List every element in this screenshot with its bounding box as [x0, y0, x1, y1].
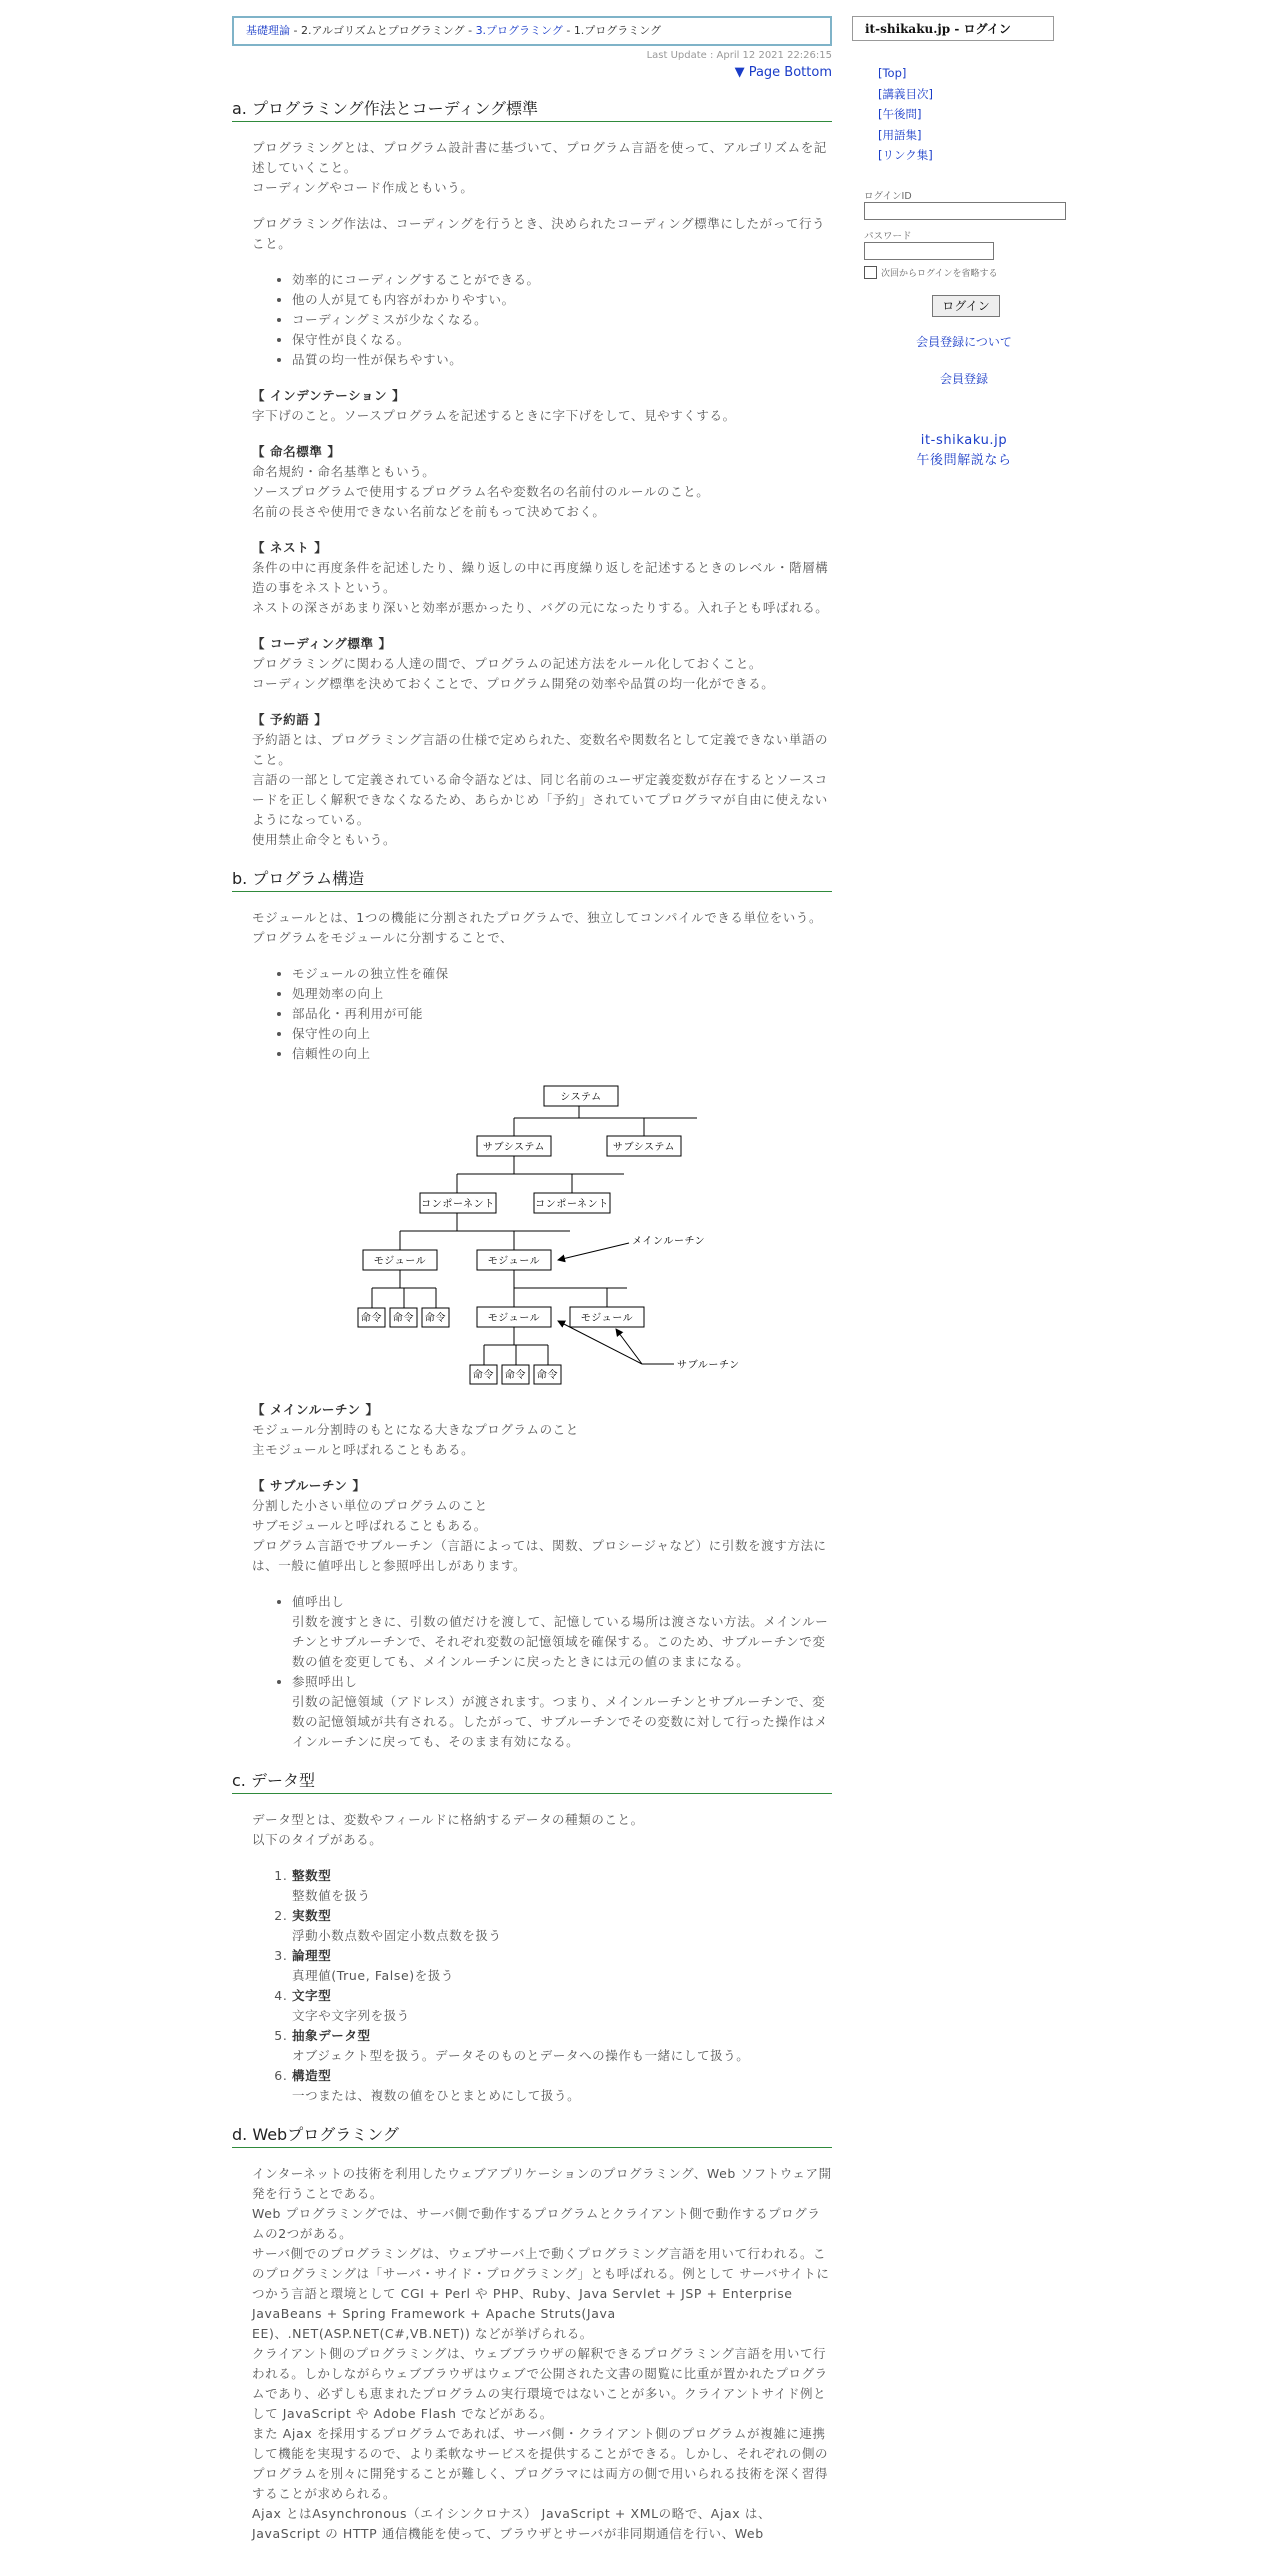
breadcrumb: [232, 16, 832, 46]
list-item: • 保守性が良くなる。: [292, 330, 832, 350]
login-box-title: it-shikaku.jp - ログイン: [852, 16, 1054, 41]
data-type-desc: 浮動小数点数や固定小数点数を扱う: [292, 1928, 502, 1943]
module-benefit-list: [252, 964, 832, 1064]
breadcrumb-separator: -: [290, 24, 301, 37]
login-id-input[interactable]: [864, 202, 1066, 220]
term-heading: 【 メインルーチン 】: [252, 1402, 379, 1417]
breadcrumb-link-basic-theory[interactable]: 基礎理論: [246, 24, 290, 37]
paragraph: データ型とは、変数やフィールドに格納するデータの種類のこと。: [252, 1812, 644, 1827]
data-type-desc: オブジェクト型を扱う。データそのものとデータへの操作も一緒にして扱う。: [292, 2048, 750, 2063]
list-item: [292, 1946, 832, 1986]
data-type-desc: 文字や文字列を扱う: [292, 2008, 410, 2023]
node-module-label: モジュール: [373, 1256, 427, 1267]
label-sub-routine: サブルーチン: [677, 1360, 740, 1371]
term-desc: 条件の中に再度条件を記述したり、繰り返しの中に再度繰り返しを記述するときのレベル・階層構造の事をネストという。: [252, 560, 829, 595]
diagram-nodes: [358, 1086, 740, 1384]
list-item: [292, 1672, 832, 1752]
node-instruction-label: 命令: [392, 1313, 415, 1324]
password-label: パスワード: [864, 230, 912, 242]
section-c-heading: c. データ型: [232, 1768, 832, 1794]
data-type-name: 整数型: [292, 1868, 332, 1883]
remember-login-label: 次回からログインを省略する: [881, 268, 998, 279]
data-type-desc: 真理値(True, False)を扱う: [292, 1968, 455, 1983]
term-desc: プログラム言語でサブルーチン（言語によっては、関数、プロシージャなど）に引数を渡す方法には、一般に値呼出しと参照呼出しがあります。: [252, 1538, 827, 1573]
term-desc: 言語の一部として定義されている命令語などは、同じ名前のユーザ定義変数が存在するとソースコードを正しく解釈できなくなるため、あらかじめ「予約」されていてプログラマが自由に使えないようになっている。: [252, 772, 828, 827]
term-heading: 【 コーディング標準 】: [252, 636, 392, 651]
nav-link-links[interactable]: [リンク集]: [878, 148, 933, 162]
breadcrumb-separator: -: [464, 24, 476, 37]
breadcrumb-item-algorithm: 2.アルゴリズムとプログラミング: [300, 24, 465, 37]
node-subsystem-label: サブシステム: [482, 1142, 546, 1153]
breadcrumb-separator: -: [562, 24, 574, 37]
paragraph: また Ajax を採用するプログラムであれば、サーバ側・クライアント側のプログラムが複雑に連携して機能を実現するので、より柔軟なサービスを提供することができる。しかし、それぞれの側のプログラムを別々に開発することが難しく、プログラマには両方の側で用いられる技術を深く習得することが求められる。: [252, 2426, 829, 2501]
node-instruction-label: 命令: [536, 1370, 559, 1381]
section-c-body: [232, 1810, 832, 2106]
list-item: • 信頼性の向上: [292, 1044, 832, 1064]
term-desc: サブモジュールと呼ばれることもある。: [252, 1518, 487, 1533]
benefit-list: [252, 270, 832, 370]
promo-tagline-link[interactable]: 午後問解説なら: [916, 452, 1012, 468]
call-method-title: 参照呼出し: [292, 1674, 358, 1689]
paragraph: Web プログラミングでは、サーバ側で動作するプログラムとクライアント側で動作するプログラムの2つがある。: [252, 2206, 821, 2241]
term-desc: 主モジュールと呼ばれることもある。: [252, 1442, 475, 1457]
data-type-name: 構造型: [292, 2068, 332, 2083]
paragraph: インターネットの技術を利用したウェブアプリケーションのプログラミング、Web ソフトウェア開発を行うことである。: [252, 2166, 832, 2201]
section-a-heading: a. プログラミング作法とコーディング標準: [232, 96, 832, 122]
page-bottom-link[interactable]: ▼ Page Bottom: [734, 65, 832, 80]
section-d-heading: d. Webプログラミング: [232, 2122, 832, 2148]
breadcrumb-current: 1.プログラミング: [573, 24, 662, 37]
term-desc: 名前の長さや使用できない名前などを前もって決めておく。: [252, 504, 606, 519]
list-item: • 処理効率の向上: [292, 984, 832, 1004]
breadcrumb-link-programming[interactable]: 3.プログラミング: [475, 24, 563, 37]
term-desc: 分割した小さい単位のプログラムのこと: [252, 1498, 488, 1513]
term-desc: 使用禁止命令ともいう。: [252, 832, 397, 847]
list-item: [292, 1906, 832, 1946]
term-desc: コーディング標準を決めておくことで、プログラム開発の効率や品質の均一化ができる。: [252, 676, 775, 691]
paragraph: クライアント側のプログラミングは、ウェブブラウザの解釈できるプログラミング言語を用いて行われる。しかしながらウェブブラウザはウェブで公開された文書の閲覧に比重が置かれたプログラムであり、必ずしも恵まれたプログラムの実行環境ではないことが多い。クライアントサイド例として JavaScript や Adobe Flash でなどがある。: [252, 2346, 828, 2421]
term-heading: 【 ネスト 】: [252, 540, 328, 555]
list-item: [292, 2066, 832, 2106]
nav-link-glossary[interactable]: [用語集]: [878, 127, 922, 142]
section-d-body: [232, 2164, 832, 2544]
node-instruction-label: 命令: [360, 1313, 383, 1324]
term-desc: 予約語とは、プログラミング言語の仕様で定められた、変数名や関数名として定義できない単語のこと。: [252, 732, 829, 767]
nav-link-lecture-index[interactable]: [講義目次]: [878, 86, 933, 101]
list-item: • 品質の均一性が保ちやすい。: [292, 350, 832, 370]
node-module-label: モジュール: [580, 1313, 634, 1324]
term-desc: 字下げのこと。ソースプログラムを記述するときに字下げをして、見やすくする。: [252, 408, 736, 423]
data-type-list: [252, 1866, 832, 2106]
term-heading: 【 サブルーチン 】: [252, 1478, 366, 1493]
password-input[interactable]: [864, 242, 994, 260]
list-item: • 他の人が見ても内容がわかりやすい。: [292, 290, 832, 310]
paragraph: プログラミングとは、プログラム設計書に基づいて、プログラム言語を使って、アルゴリズムを記述していくこと。: [252, 140, 827, 175]
member-registration-info-link[interactable]: 会員登録について: [916, 334, 1012, 349]
member-registration-link[interactable]: 会員登録: [939, 371, 988, 386]
nav-link-top[interactable]: [Top]: [878, 66, 907, 80]
paragraph: Ajax とはAsynchronous（エイシンクロナス） JavaScript + XMLの略で、Ajax は、JavaScript の HTTP 通信機能を使って、ブラウザとサーバが非同期通信を行い、Web: [252, 2506, 772, 2541]
last-update: Last Update : April 12 2021 22:26:15: [646, 50, 832, 61]
nav-link-afternoon-questions[interactable]: [午後問]: [878, 107, 922, 121]
node-instruction-label: 命令: [472, 1370, 495, 1381]
data-type-desc: 一つまたは、複数の値をひとまとめにして扱う。: [292, 2088, 581, 2103]
term-desc: 命名規約・命名基準ともいう。: [252, 464, 436, 479]
node-instruction-label: 命令: [424, 1313, 447, 1324]
data-type-desc: 整数値を扱う: [292, 1888, 371, 1903]
list-item: • 部品化・再利用が可能: [292, 1004, 832, 1024]
list-item: [292, 1986, 832, 2026]
node-instruction-label: 命令: [504, 1370, 527, 1381]
data-type-name: 論理型: [292, 1948, 332, 1963]
node-module-label: モジュール: [487, 1256, 541, 1267]
list-item: • 保守性の向上: [292, 1024, 832, 1044]
sidebar-nav: [878, 63, 1062, 166]
call-method-list: [252, 1592, 832, 1752]
paragraph: コーディングやコード作成ともいう。: [252, 180, 474, 195]
label-main-routine: メインルーチン: [632, 1236, 706, 1247]
main-content: [232, 16, 832, 2560]
paragraph: プログラミング作法は、コーディングを行うとき、決められたコーディング標準にしたがって行うこと。: [252, 216, 826, 251]
call-method-title: 値呼出し: [292, 1594, 345, 1609]
remember-login-checkbox[interactable]: [864, 266, 877, 279]
login-id-label: ログインID: [864, 190, 912, 202]
list-item: • 効率的にコーディングすることができる。: [292, 270, 832, 290]
data-type-name: 抽象データ型: [292, 2028, 371, 2043]
list-item: [292, 1592, 832, 1672]
node-component-label: コンポーネント: [421, 1199, 495, 1210]
node-subsystem-label: サブシステム: [612, 1142, 676, 1153]
login-button[interactable]: ログイン: [932, 295, 1000, 317]
program-structure-diagram: [252, 1080, 832, 1390]
term-desc: プログラミングに関わる人達の間で、プログラムの記述方法をルール化しておくこと。: [252, 656, 763, 671]
list-item: • モジュールの独立性を確保: [292, 964, 832, 984]
sidebar: [852, 16, 1062, 471]
list-item: • コーディングミスが少なくなる。: [292, 310, 832, 330]
call-method-desc: 引数を渡すときに、引数の値だけを渡して、記憶している場所は渡さない方法。メインルーチンとサブルーチンで、それぞれ変数の記憶領域を確保する。このため、サブルーチンで変数の値を変更しても、メインルーチンに戻ったときには元の値のままになる。: [292, 1614, 829, 1669]
node-component-label: コンポーネント: [535, 1199, 609, 1210]
list-item: [292, 1866, 832, 1906]
list-item: [292, 2026, 832, 2066]
term-desc: ネストの深さがあまり深いと効率が悪かったり、バグの元になったりする。入れ子とも呼ばれる。: [252, 600, 829, 615]
remember-login: [864, 266, 1062, 279]
term-heading: 【 命名標準 】: [252, 444, 341, 459]
call-method-desc: 引数の記憶領域（アドレス）が渡されます。つまり、メインルーチンとサブルーチンで、変数の記憶領域が共有される。したがって、サブルーチンでその変数に対して行った操作はメインルーチンに戻っても、そのまま有効になる。: [292, 1694, 828, 1749]
term-heading: 【 予約語 】: [252, 712, 328, 727]
paragraph: モジュールとは、1つの機能に分割されたプログラムで、独立してコンパイルできる単位をいう。: [252, 910, 823, 925]
section-a-body: [232, 138, 832, 850]
promo-site-link[interactable]: it-shikaku.jp: [920, 432, 1008, 448]
paragraph: サーバ側でのプログラミングは、ウェブサーバ上で動くプログラミング言語を用いて行われる。このプログラミングは「サーバ・サイド・プログラミング」とも呼ばれる。例として サーバサイトにつかう言語と環境として CGI + Perl や PHP、Ruby、Java Servlet + JSP + Enterprise JavaBeans + Spring Framework + Apache Struts(Java EE)、.NET(ASP.NET(C#,VB.NET)) などが挙げられる。: [252, 2246, 830, 2341]
data-type-name: 文字型: [292, 1988, 332, 2003]
paragraph: 以下のタイプがある。: [252, 1832, 383, 1847]
term-heading: 【 インデンテーション 】: [252, 388, 406, 403]
node-system-label: システム: [560, 1092, 602, 1103]
section-b-heading: b. プログラム構造: [232, 866, 832, 892]
term-desc: ソースプログラムで使用するプログラム名や変数名の名前付のルールのこと。: [252, 484, 710, 499]
section-b-body: [232, 908, 832, 1752]
term-desc: モジュール分割時のもとになる大きなプログラムのこと: [252, 1422, 579, 1437]
data-type-name: 実数型: [292, 1908, 332, 1923]
node-module-label: モジュール: [487, 1313, 541, 1324]
paragraph: プログラムをモジュールに分割することで、: [252, 930, 514, 945]
